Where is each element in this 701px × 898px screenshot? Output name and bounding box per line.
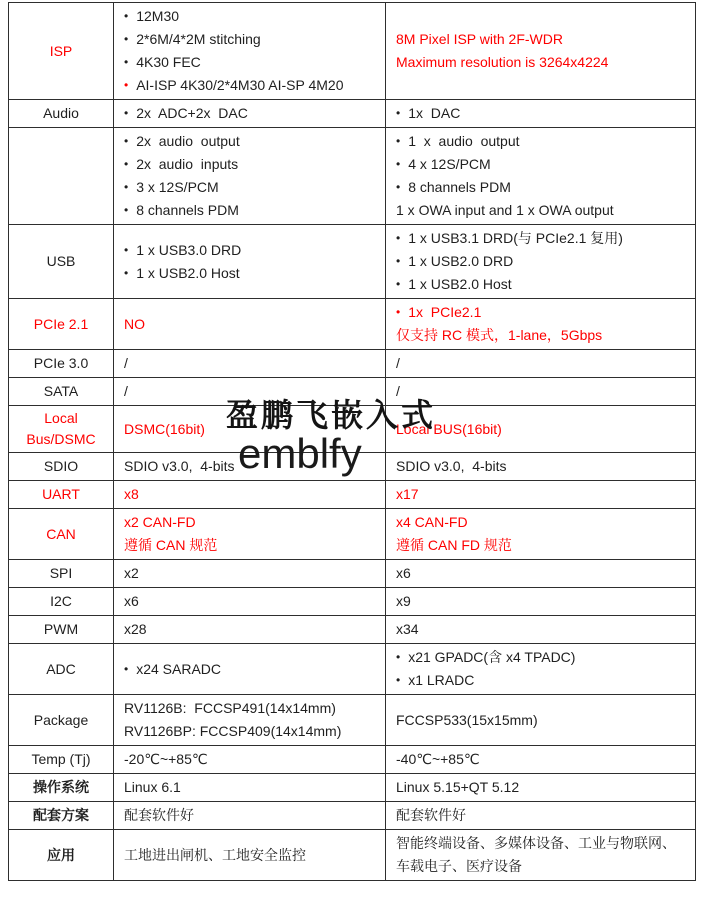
table-row (9, 746, 696, 774)
spec-line (124, 418, 377, 441)
row-label: I2C (9, 588, 114, 616)
cell-text: x6 (124, 593, 139, 609)
spec-line (124, 618, 377, 641)
cell-text: RV1126BP: FCCSP409(14x14mm) (124, 723, 342, 739)
cell-text: 12M30 (136, 8, 180, 24)
spec-line (124, 51, 377, 74)
cell-text: 1 x USB3.0 DRD (136, 241, 242, 258)
spec-cell-right (386, 100, 696, 128)
table-row (9, 378, 696, 406)
cell-text: 1 x USB2.0 Host (408, 276, 512, 292)
spec-line (124, 130, 377, 153)
bullet-icon: • (396, 673, 401, 687)
spec-line (124, 239, 377, 262)
bullet-icon: • (124, 106, 129, 120)
row-label: 应用 (9, 830, 114, 881)
table-row (9, 588, 696, 616)
table-row (9, 3, 696, 100)
spec-line (396, 102, 687, 125)
spec-cell-left (114, 350, 386, 378)
bullet-icon: • (124, 180, 129, 194)
spec-comparison-table (8, 2, 696, 881)
spec-line (396, 646, 687, 669)
spec-cell-left (114, 100, 386, 128)
bullet-icon: • (124, 9, 129, 23)
spec-line (124, 776, 377, 799)
row-label: ISP (9, 3, 114, 100)
spec-cell-left (114, 588, 386, 616)
cell-text: Maximum resolution is 3264x4224 (396, 54, 609, 70)
cell-text: 2x ADC+2x DAC (136, 105, 248, 121)
spec-cell-right (386, 406, 696, 453)
cell-text: 配套软件好 (396, 807, 466, 823)
spec-line (396, 176, 687, 199)
table-row (9, 225, 696, 299)
cell-text: -20℃~+85℃ (124, 751, 208, 767)
table-row (9, 128, 696, 225)
spec-cell-left (114, 481, 386, 509)
cell-text: -40℃~+85℃ (396, 751, 480, 767)
spec-line (396, 534, 687, 557)
spec-line (396, 352, 687, 375)
spec-line (396, 709, 687, 732)
spec-line (396, 832, 687, 878)
cell-text: 1 x audio output (408, 133, 520, 149)
bullet-icon: • (124, 661, 129, 676)
cell-text: 8 channels PDM (136, 202, 239, 218)
spec-line (124, 176, 377, 199)
spec-cell-left (114, 830, 386, 881)
cell-text: RV1126B: FCCSP491(14x14mm) (124, 700, 336, 716)
cell-text: 智能终端设备、多媒体设备、工业与物联网、车载电子、医疗设备 (396, 835, 676, 874)
bullet-icon: • (396, 277, 401, 291)
spec-line (124, 262, 377, 285)
spec-line (124, 483, 377, 506)
cell-text: 8M Pixel ISP with 2F-WDR (396, 31, 563, 47)
spec-line (396, 273, 687, 296)
spec-cell-left (114, 616, 386, 644)
spec-line (124, 511, 377, 534)
spec-line (124, 380, 377, 403)
table-row (9, 453, 696, 481)
cell-text: 1 x OWA input and 1 x OWA output (396, 202, 614, 218)
cell-text: SDIO v3.0, 4-bits (124, 458, 235, 474)
spec-cell-left (114, 560, 386, 588)
cell-text: 3 x 12S/PCM (136, 179, 219, 195)
table-row (9, 100, 696, 128)
bullet-icon: • (124, 157, 129, 171)
spec-line (396, 669, 687, 692)
cell-text: 1 x USB2.0 Host (136, 264, 240, 281)
bullet-icon: • (124, 242, 129, 257)
spec-line (396, 28, 687, 51)
spec-cell-left (114, 695, 386, 746)
spec-cell-right (386, 509, 696, 560)
spec-cell-left (114, 644, 386, 695)
spec-line (124, 74, 377, 97)
spec-cell-right (386, 695, 696, 746)
spec-cell-right (386, 299, 696, 350)
cell-text: 工地进出闸机、工地安全监控 (124, 846, 306, 863)
cell-text: 1 x USB2.0 DRD (408, 253, 514, 269)
spec-line (396, 250, 687, 273)
row-label: Local Bus/DSMC (9, 406, 114, 453)
spec-line (124, 534, 377, 557)
spec-cell-right (386, 616, 696, 644)
spec-line (396, 748, 687, 771)
bullet-icon: • (124, 203, 129, 217)
bullet-icon: • (396, 157, 401, 171)
cell-text: 2x audio output (136, 133, 240, 149)
spec-cell-left (114, 509, 386, 560)
cell-text: Linux 6.1 (124, 779, 181, 795)
bullet-icon: • (396, 231, 401, 245)
spec-cell-right (386, 225, 696, 299)
spec-cell-right (386, 378, 696, 406)
cell-text: / (124, 383, 128, 399)
spec-cell-right (386, 830, 696, 881)
spec-line (124, 697, 377, 720)
cell-text: 1x PCIe2.1 (408, 304, 482, 320)
row-label: Temp (Tj) (9, 746, 114, 774)
spec-line (124, 455, 377, 478)
spec-line (124, 720, 377, 743)
spec-line (396, 380, 687, 403)
spec-cell-left (114, 453, 386, 481)
cell-text: SDIO v3.0, 4-bits (396, 458, 507, 474)
spec-line (124, 153, 377, 176)
table-row (9, 644, 696, 695)
cell-text: 1x DAC (408, 105, 461, 121)
spec-line (124, 658, 377, 681)
bullet-icon: • (124, 78, 129, 92)
spec-cell-right (386, 481, 696, 509)
spec-line (396, 153, 687, 176)
cell-text: x24 SARADC (136, 660, 222, 677)
spec-cell-left (114, 299, 386, 350)
cell-text: / (396, 383, 400, 399)
cell-text: / (124, 355, 128, 371)
spec-line (124, 590, 377, 613)
spec-line (396, 301, 687, 324)
row-label: USB (9, 225, 114, 299)
row-label (9, 128, 114, 225)
row-label: SPI (9, 560, 114, 588)
cell-text: Linux 5.15+QT 5.12 (396, 779, 520, 795)
bullet-icon: • (124, 55, 129, 69)
spec-line (124, 199, 377, 222)
spec-line (396, 618, 687, 641)
spec-cell-left (114, 406, 386, 453)
cell-text: 1 x USB3.1 DRD(与 PCIe2.1 复用) (408, 230, 623, 246)
row-label: Package (9, 695, 114, 746)
spec-cell-right (386, 350, 696, 378)
row-label: PCIe 3.0 (9, 350, 114, 378)
spec-cell-right (386, 802, 696, 830)
spec-cell-left (114, 378, 386, 406)
spec-table-body (9, 3, 696, 881)
spec-line (396, 776, 687, 799)
cell-text: 遵循 CAN 规范 (124, 537, 218, 553)
table-row (9, 299, 696, 350)
bullet-icon: • (396, 106, 401, 120)
cell-text: AI-ISP 4K30/2*4M30 AI-SP 4M20 (136, 77, 344, 93)
row-label: Audio (9, 100, 114, 128)
spec-line (396, 590, 687, 613)
cell-text: 2*6M/4*2M stitching (136, 31, 261, 47)
cell-text: x9 (396, 593, 411, 609)
spec-cell-right (386, 746, 696, 774)
table-row (9, 695, 696, 746)
watermark-chinese-text: 盈鹏飞嵌入式 (226, 397, 437, 433)
spec-cell-left (114, 746, 386, 774)
cell-text: x34 (396, 621, 419, 637)
cell-text: x21 GPADC(含 x4 TPADC) (408, 649, 576, 665)
spec-line (396, 227, 687, 250)
row-label: ADC (9, 644, 114, 695)
cell-text: Local BUS(16bit) (396, 420, 502, 437)
spec-line (124, 102, 377, 125)
bullet-icon: • (124, 134, 129, 148)
spec-line (396, 511, 687, 534)
table-row (9, 350, 696, 378)
table-row (9, 802, 696, 830)
cell-text: 4 x 12S/PCM (408, 156, 491, 172)
row-label: UART (9, 481, 114, 509)
table-row (9, 406, 696, 453)
bullet-icon: • (396, 134, 401, 148)
cell-text: NO (124, 315, 145, 332)
table-row (9, 509, 696, 560)
spec-cell-right (386, 128, 696, 225)
spec-line (124, 352, 377, 375)
table-row (9, 774, 696, 802)
watermark-brand-text: emblfy (238, 430, 362, 477)
bullet-icon: • (396, 305, 401, 319)
row-label: PWM (9, 616, 114, 644)
cell-text: x28 (124, 621, 147, 637)
spec-cell-right (386, 560, 696, 588)
cell-text: FCCSP533(15x15mm) (396, 711, 538, 728)
cell-text: x17 (396, 486, 419, 502)
cell-text: 2x audio inputs (136, 156, 239, 172)
cell-text: 配套软件好 (124, 807, 194, 823)
cell-text: 仅支持 RC 模式，1-lane，5Gbps (396, 327, 603, 343)
spec-line (396, 324, 687, 347)
table-row (9, 616, 696, 644)
cell-text: 遵循 CAN FD 规范 (396, 537, 512, 553)
spec-line (124, 5, 377, 28)
spec-cell-left (114, 3, 386, 100)
spec-cell-right (386, 453, 696, 481)
bullet-icon: • (124, 32, 129, 46)
bullet-icon: • (396, 650, 401, 664)
cell-text: / (396, 355, 400, 371)
cell-text: x2 (124, 565, 139, 581)
bullet-icon: • (124, 265, 129, 280)
table-row (9, 560, 696, 588)
cell-text: x1 LRADC (408, 672, 475, 688)
cell-text: 4K30 FEC (136, 54, 201, 70)
cell-text: x8 (124, 486, 139, 502)
spec-line (396, 804, 687, 827)
spec-cell-left (114, 802, 386, 830)
table-row (9, 830, 696, 881)
table-row (9, 481, 696, 509)
cell-text: x6 (396, 565, 411, 581)
spec-cell-left (114, 128, 386, 225)
row-label: SATA (9, 378, 114, 406)
row-label: SDIO (9, 453, 114, 481)
spec-cell-right (386, 3, 696, 100)
spec-cell-right (386, 644, 696, 695)
spec-line (124, 844, 377, 867)
spec-line (396, 418, 687, 441)
spec-cell-right (386, 588, 696, 616)
spec-line (396, 199, 687, 222)
spec-line (124, 562, 377, 585)
spec-line (396, 130, 687, 153)
spec-cell-left (114, 774, 386, 802)
spec-line (124, 28, 377, 51)
row-label: PCIe 2.1 (9, 299, 114, 350)
spec-cell-right (386, 774, 696, 802)
spec-line (396, 483, 687, 506)
spec-line (396, 455, 687, 478)
cell-text: 8 channels PDM (408, 179, 511, 195)
bullet-icon: • (396, 254, 401, 268)
cell-text: x2 CAN-FD (124, 514, 196, 530)
spec-line (124, 804, 377, 827)
row-label: 配套方案 (9, 802, 114, 830)
cell-text: DSMC(16bit) (124, 420, 205, 437)
spec-line (124, 748, 377, 771)
cell-text: x4 CAN-FD (396, 514, 468, 530)
spec-line (124, 313, 377, 336)
spec-line (396, 51, 687, 74)
row-label: CAN (9, 509, 114, 560)
row-label: 操作系统 (9, 774, 114, 802)
bullet-icon: • (396, 180, 401, 194)
spec-line (396, 562, 687, 585)
spec-cell-left (114, 225, 386, 299)
